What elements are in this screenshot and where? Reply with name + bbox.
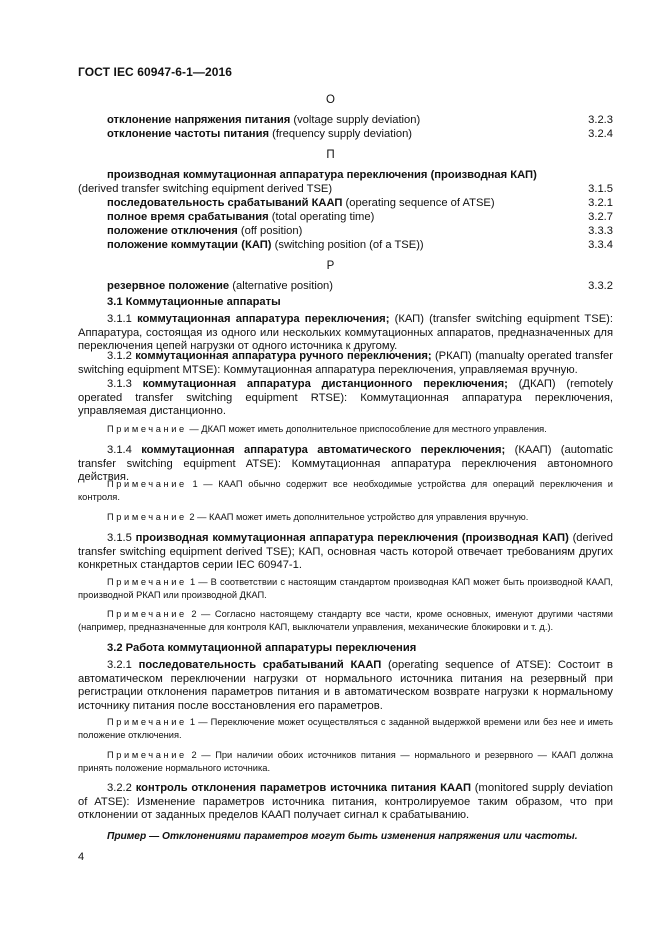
defined-term: производная коммутационная аппаратура переключения (производная КАП) [135,532,569,544]
definition-text: (ДКАП) (remotely operated transfer switching equipment RTSE): Коммутационная аппаратура переключения, управляемая дистанционно. [78,378,614,418]
note-text: 2 — При наличии обоих источников питания — нормального и резервного — КААП должна принять положение нормального источника. [78,750,613,773]
index-ref: 3.3.3 [588,225,613,237]
clause-number: 3.2.1 [107,659,139,671]
definition-3-2-1 [78,659,613,713]
index-entry [107,280,613,294]
note-text: 2 — Согласно настоящему стандарту все части, кроме основных, именуют другими частями (например, предназначенные для контроля КАП, выключатели управления, механические блокировки и т. д.). [78,609,613,632]
index-english: (frequency supply deviation) [268,128,413,140]
note-text: 1 — Переключение может осуществляться с заданной выдержкой времени или без нее и иметь положение отключения. [78,717,613,740]
index-entry [78,183,613,197]
note-label: Примечание [107,750,187,760]
index-term: полное время срабатывания [107,211,269,223]
index-english: (derived transfer switching equipment derived TSE) [78,183,333,195]
definition-text: (monitored supply deviation of ATSE): Изменение параметров источника питания, контролируемое таким образом, что при отклонении от заданных пределов КААП получает сигнал к срабатыванию. [78,782,613,822]
index-ref: 3.2.7 [588,211,613,223]
definition-3-2-2 [78,782,613,823]
index-term: положение отключения [107,225,238,237]
index-english: (voltage supply deviation) [290,114,421,126]
note-3-1-3 [78,423,613,436]
index-entry [107,197,613,211]
index-term: резервное положение [107,280,230,292]
note-text: 1 — В соответствии с настоящим стандартом производная КАП может быть производной КААП, производной РКАП или производной ДКАП. [78,577,613,600]
page-number: 4 [78,851,85,863]
example-text: Пример — Отклонениями параметров могут быть изменения напряжения или частоты. [107,831,578,842]
definition-text: (КААП) (automatic transfer switching equipment ATSE): Коммутационная аппаратура переключения автономного действия. [78,444,613,484]
index-entry [107,211,613,225]
clause-number: 3.1.3 [107,378,143,390]
defined-term: коммутационная аппаратура переключения; [137,313,390,325]
index-term: отклонение частоты питания [107,128,269,140]
definition-text: (derived transfer switching equipment derived TSE); КАП, основная часть которой отвечает требованиям других конкретных стандартов серии IEC 60947-1. [78,532,613,572]
defined-term: последовательность срабатываний КААП [138,659,382,671]
index-term: производная коммутационная аппаратура переключения (производная КАП) [107,169,537,181]
definition-3-1-2 [78,350,613,377]
index-term: положение коммутации (КАП) [107,239,272,251]
defined-term: коммутационная аппаратура ручного переключения; [135,350,432,362]
note-label: Примечание [107,479,187,489]
section-heading-3-2: 3.2 Работа коммутационной аппаратуры переключения [107,642,417,654]
clause-number: 3.1.4 [107,444,142,456]
index-ref: 3.3.4 [588,239,613,251]
index-english: (total operating time) [268,211,375,223]
index-letter-p: П [326,149,335,161]
note-label: Примечание [107,609,187,619]
index-ref: 3.3.2 [588,280,613,292]
note-label: Примечание [107,424,187,434]
note-3-2-1-1 [78,716,613,742]
index-entry [107,225,613,239]
defined-term: контроль отклонения параметров источника питания КААП [135,782,471,794]
note-text: 2 — КААП может иметь дополнительное устройство для управления вручную. [186,512,529,522]
standard-header: ГОСТ IEC 60947-6-1—2016 [78,65,233,79]
index-english: (alternative position) [229,280,334,292]
definition-3-1-3 [78,378,613,419]
definition-text: (КАП) (transfer switching equipment TSE): Аппаратура, состоящая из одного или нескольких коммутационных аппаратов, предназначенных для переключения цепей нагрузки от одного источника к другому. [78,313,613,353]
definition-text: (operating sequence of ATSE): Состоит в автоматическом переключении нагрузки от нормального источника питания на резервный при регистрации отклонения параметров питания и в автоматическом возврате нагрузки к нормальному источнику питания после восстановления его параметров. [78,659,613,712]
index-term: отклонение напряжения питания [107,114,291,126]
index-entry [107,169,613,183]
index-letter-r: Р [326,260,335,272]
clause-number: 3.2.2 [107,782,136,794]
index-english: (switching position (of a TSE)) [271,239,424,251]
index-entry [107,239,613,253]
defined-term: коммутационная аппаратура автоматического переключения; [141,444,506,456]
index-ref: 3.2.4 [588,128,613,140]
note-label: Примечание [107,512,187,522]
note-text: 1 — КААП обычно содержит все необходимые устройства для операций переключения и контроля. [78,479,613,502]
definition-text: (РКАП) (manualty operated transfer switching equipment MTSE): Коммутационная аппаратура переключения, управляемая вручную. [78,350,613,376]
clause-number: 3.1.5 [107,532,136,544]
note-3-2-1-2 [78,749,613,775]
index-english: (off position) [237,225,303,237]
defined-term: коммутационная аппаратура дистанционного переключения; [142,378,508,390]
note-3-1-4-2 [78,511,613,524]
index-letter-o: О [326,94,335,106]
index-term: последовательность срабатываний КААП [107,197,343,209]
index-entry [107,128,613,142]
definition-3-1-1 [78,313,613,354]
index-english: (operating sequence of ATSE) [342,197,495,209]
index-ref: 3.2.3 [588,114,613,126]
index-entry [107,114,613,128]
index-ref: 3.1.5 [588,183,613,195]
note-label: Примечание [107,717,187,727]
note-text: — ДКАП может иметь дополнительное приспособление для местного управления. [186,424,547,434]
note-3-1-5-2 [78,608,613,634]
clause-number: 3.1.1 [107,313,138,325]
note-3-1-5-1 [78,576,613,602]
section-heading-3-1: 3.1 Коммутационные аппараты [107,296,281,308]
note-label: Примечание [107,577,187,587]
definition-3-1-5 [78,532,613,573]
clause-number: 3.1.2 [107,350,136,362]
note-3-1-4-1 [78,478,613,504]
index-ref: 3.2.1 [588,197,613,209]
